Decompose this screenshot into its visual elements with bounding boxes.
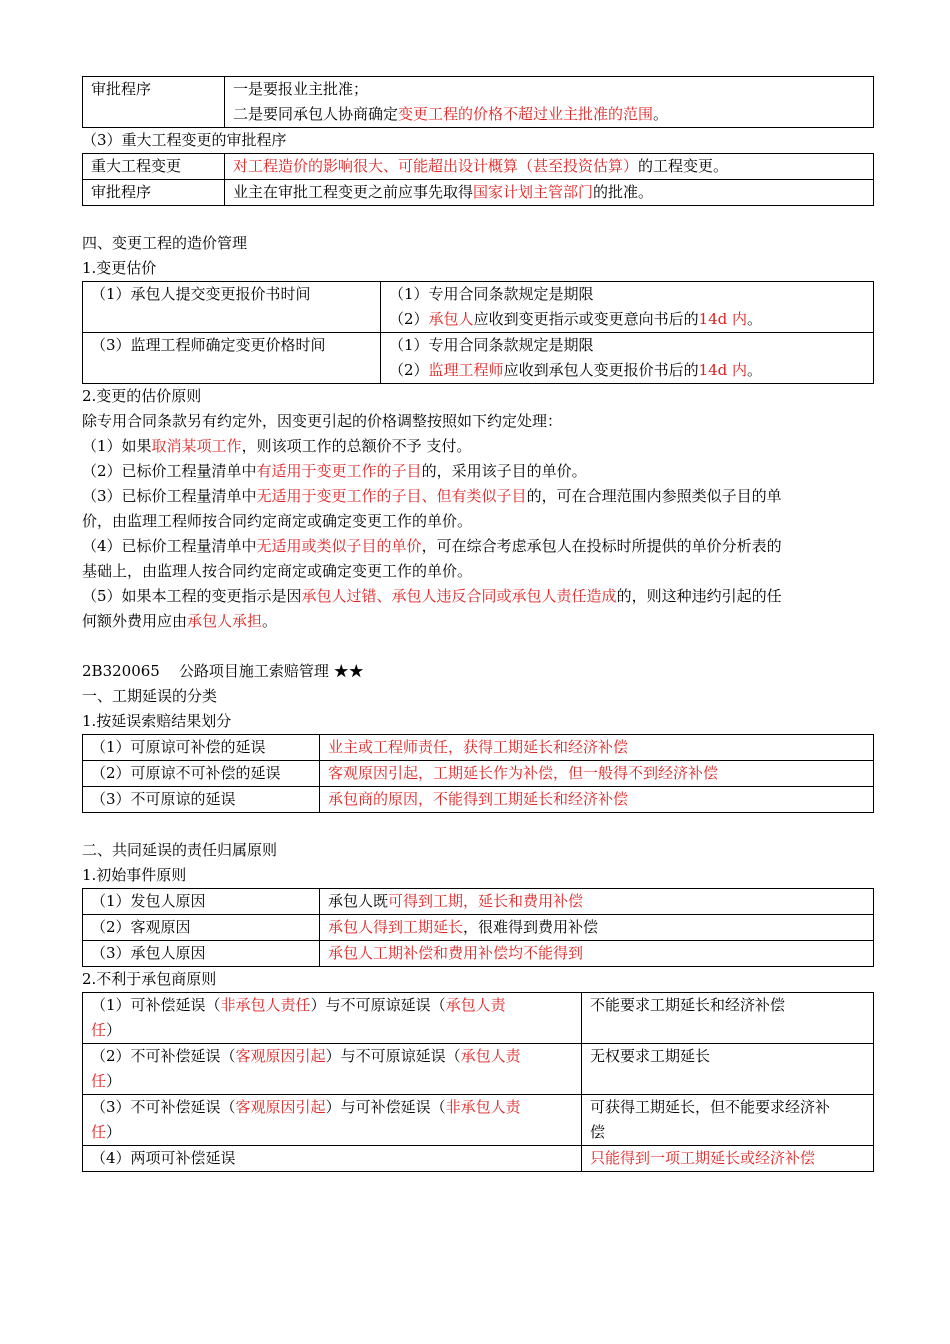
section-heading: 一、工期延误的分类 (82, 687, 218, 705)
text: 何额外费用应由 (82, 612, 188, 630)
table-value-cell: 业主或工程师责任，获得工期延长和经济补偿 (320, 735, 874, 761)
highlight-text: 14d 内 (698, 310, 748, 328)
text: ，可在综合考虑承包人在投标时所提供的单价分析表的 (421, 537, 782, 555)
table-label-cell: （1）可原谅可补偿的延误 (83, 735, 320, 761)
highlight-text: 国家计划主管部门 (473, 183, 594, 201)
table-row (83, 180, 874, 206)
major-change-table (82, 153, 874, 206)
highlight-text: 承包人承担 (187, 612, 263, 630)
document-page (82, 76, 874, 1172)
highlight-text: 承包人 (428, 310, 474, 328)
text: 偿 (590, 1123, 606, 1141)
text: （2） (389, 361, 429, 379)
text: 的工程变更。 (638, 157, 729, 175)
table-value-cell (225, 154, 874, 180)
text: 的，采用该子目的单价。 (421, 462, 587, 480)
section-code: 2B320065 (82, 662, 160, 680)
star-icon: ★★ (333, 662, 364, 680)
text: ，很难得到费用补偿 (463, 918, 599, 936)
text: （5）如果本工程的变更指示是因 (82, 587, 302, 605)
table-value-cell: 客观原因引起，工期延长作为补偿，但一般得不到经济补偿 (320, 761, 874, 787)
paragraph: 除专用合同条款另有约定外，因变更引起的价格调整按照如下约定处理： (82, 412, 563, 430)
text: 的，可在合理范围内参照类似子目的单 (526, 487, 782, 505)
text: ）与可补偿延误（ (325, 1098, 446, 1116)
highlight-text: 任 (91, 1072, 107, 1090)
text: 。 (747, 310, 763, 328)
highlight-text: 客观原因引起 (235, 1098, 326, 1116)
text: （4）已标价工程量清单中 (82, 537, 257, 555)
table-label-cell: 重大工程变更 (83, 154, 225, 180)
subheading: （3）重大工程变更的审批程序 (82, 131, 287, 149)
highlight-text: 任 (91, 1123, 107, 1141)
paragraph (82, 534, 874, 584)
highlight-text: 承包人得到工期延长 (328, 918, 464, 936)
table-row (83, 1146, 874, 1172)
table-value-cell (225, 77, 874, 128)
table-value-cell (320, 915, 874, 941)
unfavorable-principle-table (82, 992, 874, 1172)
table-label-cell (83, 1095, 582, 1146)
delay-classification-table (82, 734, 874, 813)
text: 价，由监理工程师按合同约定商定或确定变更工作的单价。 (82, 512, 473, 530)
highlight-text: 承包人责 (445, 996, 506, 1014)
text: （3）不可补偿延误（ (91, 1098, 236, 1116)
paragraph (82, 459, 874, 484)
text: ，则该项工作的总额价不予 支付。 (241, 437, 472, 455)
change-estimate-table (82, 281, 874, 384)
cell-line (389, 358, 865, 383)
table-label-cell: 审批程序 (83, 77, 225, 128)
highlight-text: 非承包人责 (445, 1098, 521, 1116)
table-value-cell: 只能得到一项工期延长或经济补偿 (582, 1146, 874, 1172)
paragraph (82, 584, 874, 634)
table-label-cell: 审批程序 (83, 180, 225, 206)
text: 可获得工期延长，但不能要求经济补 (590, 1098, 831, 1116)
table-row (83, 1044, 874, 1095)
highlight-text: 无适用或类似子目的单价 (256, 537, 422, 555)
table-label-cell: （2）可原谅不可补偿的延误 (83, 761, 320, 787)
highlight-text: 非承包人责任 (220, 996, 311, 1014)
highlight-text: 无适用于变更工作的子目、但有类似子目 (256, 487, 527, 505)
text: 基础上，由监理人按合同约定商定或确定变更工作的单价。 (82, 562, 473, 580)
table-value-cell (381, 282, 874, 333)
subheading: 1.变更估价 (82, 259, 157, 277)
table-row (83, 761, 874, 787)
table-row (83, 77, 874, 128)
text: 。 (747, 361, 763, 379)
highlight-text: 客观原因引起 (235, 1047, 326, 1065)
text: 业主在审批工程变更之前应事先取得 (233, 183, 474, 201)
section-title: 公路项目施工索赔管理 (178, 662, 329, 680)
section-heading: 四、变更工程的造价管理 (82, 234, 248, 252)
text: 的，则这种违约引起的任 (616, 587, 782, 605)
table-label-cell: （2）客观原因 (83, 915, 320, 941)
table-row (83, 282, 874, 333)
text: （3）已标价工程量清单中 (82, 487, 257, 505)
highlight-text: 有适用于变更工作的子目 (256, 462, 422, 480)
cell-line (233, 102, 865, 127)
text: 的批准。 (593, 183, 654, 201)
table-label-cell: （4）两项可补偿延误 (83, 1146, 582, 1172)
table-row (83, 787, 874, 813)
paragraph (82, 434, 874, 459)
text: （2）不可补偿延误（ (91, 1047, 236, 1065)
text: 。 (653, 105, 669, 123)
cell-line: 一是要报业主批准； (233, 80, 369, 98)
table-row (83, 735, 874, 761)
highlight-text: 对工程造价的影响很大、可能超出设计概算（甚至投资估算） (233, 157, 639, 175)
cell-line: （1）专用合同条款规定是期限 (389, 336, 594, 354)
subheading: 2.变更的估价原则 (82, 387, 202, 405)
highlight-text: 监理工程师 (428, 361, 504, 379)
highlight-text: 可得到工期，延长和费用补偿 (388, 892, 584, 910)
subheading: 1.按延误索赔结果划分 (82, 712, 232, 730)
table-value-cell (320, 889, 874, 915)
highlight-text: 14d 内 (698, 361, 748, 379)
text: 二是要同承包人协商确定 (233, 105, 399, 123)
highlight-text: 取消某项工作 (151, 437, 242, 455)
table-value-cell (225, 180, 874, 206)
initial-event-table (82, 888, 874, 967)
text: ） (106, 1072, 122, 1090)
table-label-cell: （1）发包人原因 (83, 889, 320, 915)
highlight-text: 承包人责 (460, 1047, 521, 1065)
highlight-text: 任 (91, 1021, 107, 1039)
table-value-cell: 承包人工期补偿和费用补偿均不能得到 (320, 941, 874, 967)
table-value-cell (582, 1095, 874, 1146)
table-row (83, 333, 874, 384)
text: ）与不可原谅延误（ (310, 996, 446, 1014)
text: 应收到变更指示或变更意向书后的 (473, 310, 699, 328)
text: （2）已标价工程量清单中 (82, 462, 257, 480)
cell-line (389, 307, 865, 332)
table-label-cell: （1）承包人提交变更报价书时间 (83, 282, 381, 333)
paragraph (82, 484, 874, 534)
subheading: 1.初始事件原则 (82, 866, 187, 884)
table-row (83, 1095, 874, 1146)
table-row (83, 889, 874, 915)
section-heading: 二、共同延误的责任归属原则 (82, 841, 278, 859)
table-value-cell: 承包商的原因，不能得到工期延长和经济补偿 (320, 787, 874, 813)
text: 。 (262, 612, 278, 630)
table-row (83, 941, 874, 967)
subheading: 2.不利于承包商原则 (82, 970, 217, 988)
table-row (83, 154, 874, 180)
table-label-cell (83, 1044, 582, 1095)
highlight-text: 变更工程的价格不超过业主批准的范围 (398, 105, 654, 123)
text: （2） (389, 310, 429, 328)
text: （1）可补偿延误（ (91, 996, 221, 1014)
section-heading (82, 659, 874, 684)
text: ）与不可原谅延误（ (325, 1047, 461, 1065)
cell-line: （1）专用合同条款规定是期限 (389, 285, 594, 303)
text: 承包人既 (328, 892, 389, 910)
highlight-text: 承包人过错、承包人违反合同或承包人责任造成 (301, 587, 617, 605)
table-value-cell: 无权要求工期延长 (582, 1044, 874, 1095)
table-label-cell: （3）不可原谅的延误 (83, 787, 320, 813)
table-label-cell: （3）监理工程师确定变更价格时间 (83, 333, 381, 384)
text: （1）如果 (82, 437, 152, 455)
table-label-cell (83, 993, 582, 1044)
table-label-cell: （3）承包人原因 (83, 941, 320, 967)
table-value-cell (381, 333, 874, 384)
text: 应收到承包人变更报价书后的 (503, 361, 699, 379)
table-row (83, 993, 874, 1044)
text: ） (106, 1021, 122, 1039)
table-value-cell: 不能要求工期延长和经济补偿 (582, 993, 874, 1044)
text: ） (106, 1123, 122, 1141)
table-row (83, 915, 874, 941)
approval-procedure-table (82, 76, 874, 128)
